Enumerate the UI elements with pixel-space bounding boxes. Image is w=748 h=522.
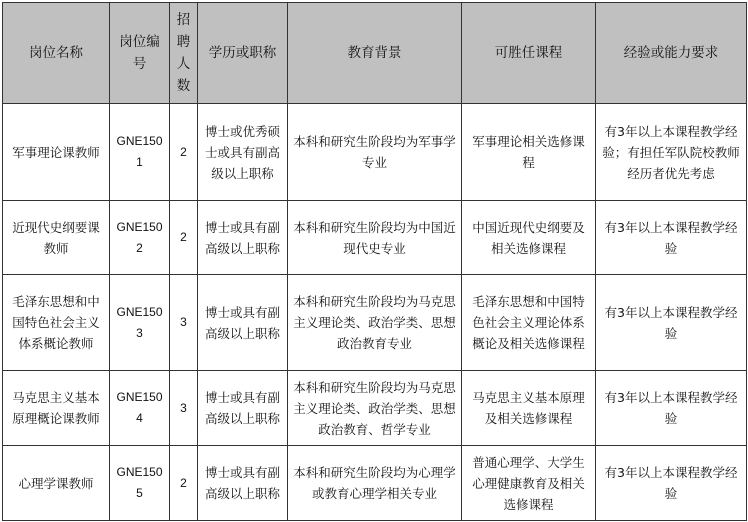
header-requirements: 经验或能力要求: [596, 3, 747, 104]
cell-education: 本科和研究生阶段均为中国近现代史专业: [288, 201, 462, 275]
table-row: [3, 275, 747, 371]
cell-requirements: 有3年以上本课程教学经验: [596, 371, 747, 446]
cell-degree: 博士或具有副高级以上职称: [198, 201, 288, 275]
cell-courses: 普通心理学、大学生心理健康教育及相关选修课程: [462, 446, 596, 521]
cell-position: 马克思主义基本原理概论课教师: [3, 371, 110, 446]
cell-education: 本科和研究生阶段均为军事学专业: [288, 104, 462, 201]
table-row: [3, 371, 747, 446]
table-row: [3, 201, 747, 275]
cell-position: 毛泽东思想和中国特色社会主义体系概论教师: [3, 275, 110, 371]
table-row: [3, 104, 747, 201]
cell-code: GNE1503: [110, 275, 170, 371]
header-code: 岗位编号: [110, 3, 170, 104]
header-courses: 可胜任课程: [462, 3, 596, 104]
header-row: [3, 3, 747, 104]
cell-count: 2: [170, 201, 198, 275]
cell-position: 心理学课教师: [3, 446, 110, 521]
cell-count: 2: [170, 104, 198, 201]
header-position: 岗位名称: [3, 3, 110, 104]
cell-degree: 博士或具有副高级以上职称: [198, 371, 288, 446]
header-count: 招聘人数: [170, 3, 198, 104]
recruitment-table: [2, 2, 747, 521]
cell-requirements: 有3年以上本课程教学经验: [596, 275, 747, 371]
cell-count: 2: [170, 446, 198, 521]
cell-education: 本科和研究生阶段均为马克思主义理论类、政治学类、思想政治教育、哲学专业: [288, 371, 462, 446]
cell-degree: 博士或具有副高级以上职称: [198, 275, 288, 371]
header-degree: 学历或职称: [198, 3, 288, 104]
cell-code: GNE1501: [110, 104, 170, 201]
cell-code: GNE1505: [110, 446, 170, 521]
cell-courses: 毛泽东思想和中国特色社会主义理论体系概论及相关选修课程: [462, 275, 596, 371]
cell-degree: 博士或具有副高级以上职称: [198, 446, 288, 521]
cell-requirements: 有3年以上本课程教学经验；有担任军队院校教师经历者优先考虑: [596, 104, 747, 201]
cell-code: GNE1502: [110, 201, 170, 275]
cell-requirements: 有3年以上本课程教学经验: [596, 201, 747, 275]
cell-position: 军事理论课教师: [3, 104, 110, 201]
cell-courses: 军事理论相关选修课程: [462, 104, 596, 201]
cell-position: 近现代史纲要课教师: [3, 201, 110, 275]
table-row: [3, 446, 747, 521]
cell-count: 3: [170, 275, 198, 371]
header-education: 教育背景: [288, 3, 462, 104]
cell-courses: 中国近现代史纲要及相关选修课程: [462, 201, 596, 275]
cell-code: GNE1504: [110, 371, 170, 446]
cell-education: 本科和研究生阶段均为马克思主义理论类、政治学类、思想政治教育专业: [288, 275, 462, 371]
cell-count: 3: [170, 371, 198, 446]
cell-degree: 博士或优秀硕士或具有副高级以上职称: [198, 104, 288, 201]
cell-education: 本科和研究生阶段均为心理学或教育心理学相关专业: [288, 446, 462, 521]
cell-courses: 马克思主义基本原理及相关选修课程: [462, 371, 596, 446]
cell-requirements: 有3年以上本课程教学经验: [596, 446, 747, 521]
